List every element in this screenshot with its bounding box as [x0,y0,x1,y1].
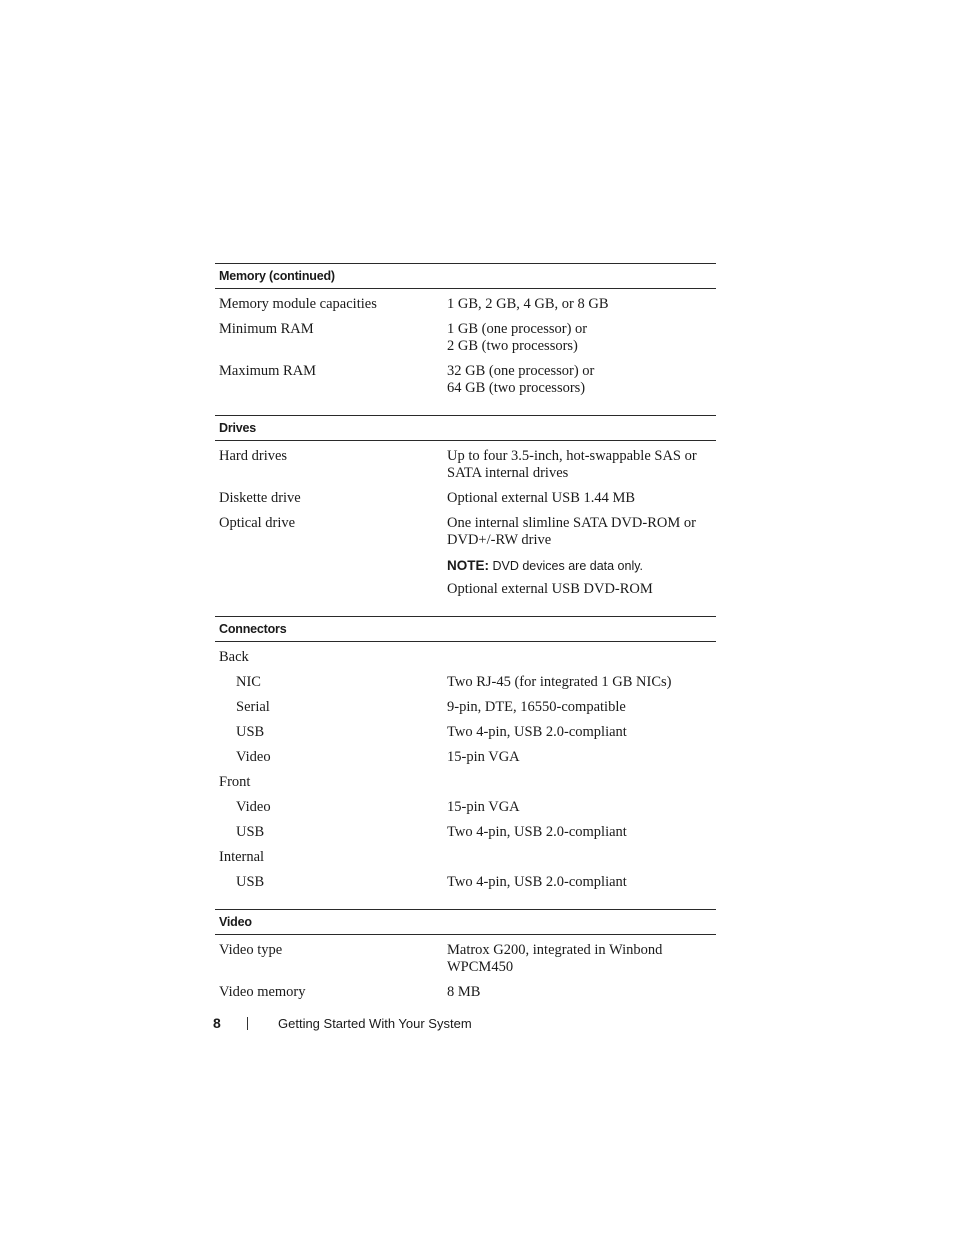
spec-value-line: One internal slimline SATA DVD-ROM or [447,515,696,531]
spec-label: USB [236,724,265,740]
spec-value [447,774,716,791]
spec-row [215,774,716,791]
section-body [215,935,716,1001]
spec-row [215,749,716,766]
section-body [215,289,716,397]
spec-section [215,909,716,1001]
spec-value-line: DVD+/-RW drive [447,532,552,548]
spec-value [447,724,716,741]
spec-value [447,699,716,716]
spec-value-line: 32 GB (one processor) or [447,363,595,379]
spec-value [447,984,716,1001]
note-label: NOTE: [447,558,489,573]
spec-row [215,674,716,691]
section-heading: Memory (continued) [215,263,716,289]
spec-value [447,557,716,575]
spec-value-line: Up to four 3.5-inch, hot-swappable SAS or [447,448,697,464]
section-body [215,642,716,891]
spec-row [215,699,716,716]
spec-label: Video type [219,942,283,958]
spec-value-line: 64 GB (two processors) [447,380,586,396]
spec-value [447,874,716,891]
spec-label [215,581,447,598]
spec-section [215,415,716,616]
spec-value-line: Two 4-pin, USB 2.0-compliant [447,824,627,840]
spec-value [447,581,716,598]
note [447,557,716,575]
spec-label: NIC [236,674,261,690]
spec-value [447,824,716,841]
spec-label: Optical drive [219,515,296,531]
spec-label: Internal [219,849,265,865]
spec-label: Memory module capacities [219,296,377,312]
spec-value [447,649,716,666]
spec-value [447,321,716,355]
spec-section [215,263,716,415]
spec-section [215,616,716,909]
spec-row [215,363,716,397]
spec-value [447,674,716,691]
spec-label: Diskette drive [219,490,301,506]
spec-row [215,849,716,866]
spec-value [447,296,716,313]
spec-row [215,448,716,482]
spec-value [447,942,716,976]
note-text: DVD devices are data only. [492,559,644,573]
spec-label: Maximum RAM [219,363,317,379]
spec-value-line: Matrox G200, integrated in Winbond [447,942,663,958]
spec-row [215,490,716,507]
section-heading: Connectors [215,616,716,642]
spec-value [447,799,716,816]
spec-value [447,515,716,549]
spec-row [215,984,716,1001]
spec-value-line: 2 GB (two processors) [447,338,578,354]
spec-label: Video [236,799,271,815]
spec-value-line: Optional external USB DVD-ROM [447,581,653,597]
spec-label: Front [219,774,251,790]
spec-value-line: Two 4-pin, USB 2.0-compliant [447,874,627,890]
spec-value [447,448,716,482]
spec-label [215,557,447,575]
spec-value-line: Two 4-pin, USB 2.0-compliant [447,724,627,740]
section-gap [215,606,716,616]
spec-value-line: 1 GB (one processor) or [447,321,588,337]
spec-row [215,942,716,976]
spec-label: Serial [236,699,270,715]
spec-value-line: 1 GB, 2 GB, 4 GB, or 8 GB [447,296,609,312]
spec-value-line: Two RJ-45 (for integrated 1 GB NICs) [447,674,672,690]
spec-value-line: 15-pin VGA [447,799,520,815]
spec-row [215,799,716,816]
spec-row [215,874,716,891]
spec-value-line: Optional external USB 1.44 MB [447,490,636,506]
spec-label: USB [236,874,265,890]
section-body [215,441,716,598]
section-heading: Video [215,909,716,935]
spec-row [215,515,716,549]
spec-label: Video [236,749,271,765]
spec-value-line: WPCM450 [447,959,514,975]
spec-row [215,296,716,313]
section-gap [215,899,716,909]
spec-row [215,649,716,666]
spec-row [215,557,716,575]
spec-row [215,724,716,741]
spec-value-line: 9-pin, DTE, 16550-compatible [447,699,626,715]
spec-label: Back [219,649,249,665]
spec-row [215,581,716,598]
spec-row [215,824,716,841]
spec-value [447,749,716,766]
spec-value [447,490,716,507]
spec-value [447,849,716,866]
footer-separator [247,1017,248,1030]
spec-value-line: SATA internal drives [447,465,569,481]
section-gap [215,405,716,415]
spec-row [215,321,716,355]
section-heading: Drives [215,415,716,441]
page-number: 8 [213,1015,221,1031]
spec-label: USB [236,824,265,840]
specifications-table [215,263,716,1009]
spec-value-line: 15-pin VGA [447,749,520,765]
spec-label: Video memory [219,984,306,1000]
spec-value [447,363,716,397]
spec-value-line: 8 MB [447,984,481,1000]
footer-title: Getting Started With Your System [278,1016,472,1031]
spec-label: Hard drives [219,448,288,464]
spec-label: Minimum RAM [219,321,314,337]
